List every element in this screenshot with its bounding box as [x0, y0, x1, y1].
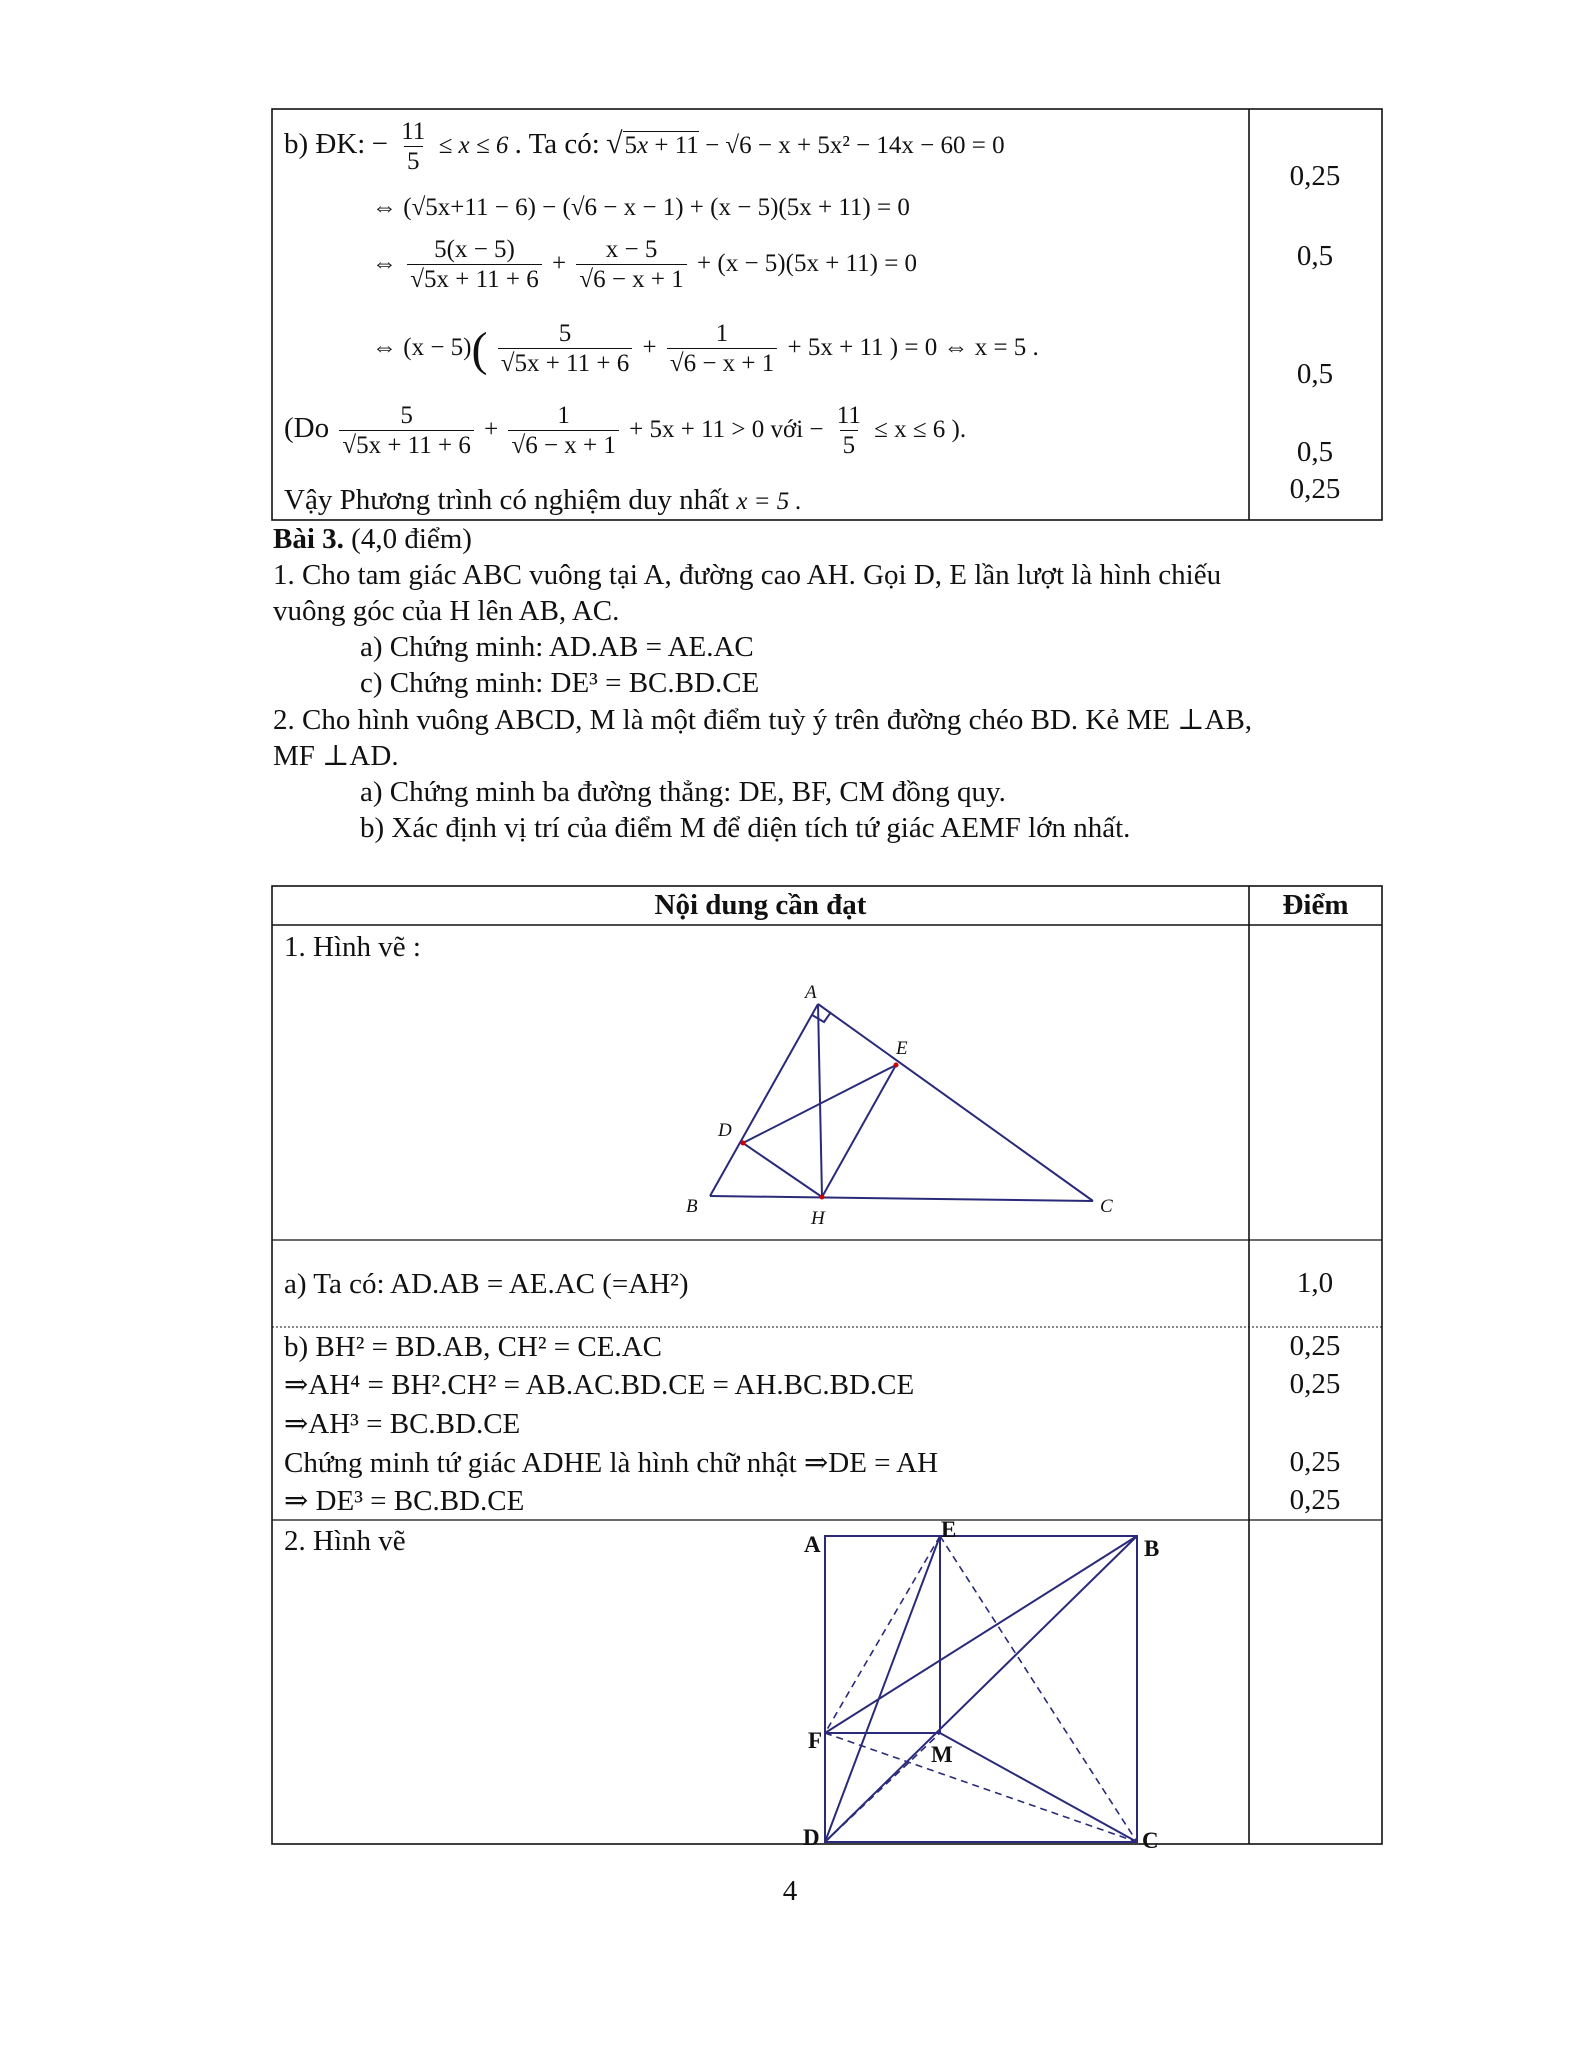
row-b-line1: b) BH² = BD.AB, CH² = CE.AC — [284, 1331, 662, 1363]
fig1-label: 1. Hình vẽ : — [284, 931, 421, 963]
row-b-score-3: 0,25 — [1289, 1446, 1341, 1478]
score-3: 0,5 — [1296, 358, 1334, 390]
score-4: 0,5 — [1296, 436, 1334, 468]
line1: b) ĐK: − $\frac{11}{5}$ ≤ x ≤ 6 . Ta có: √5x + 11 − √6 − x + 5x² − 14x − 60 = 0 — [284, 118, 1005, 175]
line2: ⇔ (√5x+11 − 6) − (√6 − x − 1) + (x − 5)(5x + 11) = 0 — [372, 194, 910, 221]
q2-line1: 2. Cho hình vuông ABCD, M là một điểm tuỳ ý trên đường chéo BD. Kẻ ME ⊥AB, — [273, 704, 1253, 736]
sq-point-c-label: C — [1142, 1828, 1159, 1853]
sq-point-e-label: E — [941, 1517, 957, 1542]
q2-a: a) Chứng minh ba đường thẳng: DE, BF, CM đồng quy. — [360, 776, 1006, 808]
dk-label: b) ĐK: — [284, 128, 366, 161]
page-number: 4 — [782, 1875, 798, 1907]
row-b-line4: Chứng minh tứ giác ADHE là hình chữ nhật ⇒DE = AH — [284, 1447, 939, 1479]
row-b-score-1: 0,25 — [1289, 1330, 1341, 1362]
row-b-line3: ⇒AH³ = BC.BD.CE — [284, 1408, 521, 1440]
point-d-label: D — [718, 1120, 732, 1141]
point-a-label: A — [805, 982, 817, 1003]
sq-point-d-label: D — [803, 1825, 820, 1850]
line6: Vậy Phương trình có nghiệm duy nhất x = 5 . — [284, 484, 802, 516]
row-a-text: a) Ta có: AD.AB = AE.AC (=AH²) — [284, 1268, 689, 1300]
q1-line1: 1. Cho tam giác ABC vuông tại A, đường cao AH. Gọi D, E lần lượt là hình chiếu — [273, 559, 1222, 591]
row-a-score: 1,0 — [1296, 1267, 1334, 1299]
q1-a: a) Chứng minh: AD.AB = AE.AC — [360, 631, 754, 663]
row-b-score-4: 0,25 — [1289, 1484, 1341, 1516]
line3: ⇔ $\frac{5(x - 5)}{√5x + 11 + 6}$ + $\frac{x - 5}{√6 - x + 1}$ + (x − 5)(5x + 11) = 0 — [372, 236, 918, 293]
point-b-label: B — [686, 1196, 698, 1217]
row-b-line2: ⇒AH⁴ = BH².CH² = AB.AC.BD.CE = AH.BC.BD.CE — [284, 1369, 915, 1401]
point-h-label: H — [811, 1208, 825, 1229]
point-e-label: E — [896, 1038, 908, 1059]
score-2: 0,5 — [1296, 240, 1334, 272]
sq-point-f-label: F — [808, 1728, 823, 1753]
q2-b: b) Xác định vị trí của điểm M để diện tích tứ giác AEMF lớn nhất. — [360, 812, 1131, 844]
row-b-line5: ⇒ DE³ = BC.BD.CE — [284, 1485, 525, 1517]
fig2-label: 2. Hình vẽ — [284, 1525, 406, 1557]
row-b-score-2: 0,25 — [1289, 1368, 1341, 1400]
q1-c: c) Chứng minh: DE³ = BC.BD.CE — [360, 667, 760, 699]
point-c-label: C — [1100, 1196, 1113, 1217]
header-score: Điểm — [1282, 889, 1349, 921]
sq-point-a-label: A — [804, 1532, 821, 1557]
score-1: 0,25 — [1289, 160, 1341, 192]
fraction: $\frac{11}{5}$ — [401, 118, 426, 175]
sq-point-m-label: M — [931, 1742, 953, 1767]
q1-line2: vuông góc của H lên AB, AC. — [273, 595, 620, 627]
line4: ⇔ (x − 5)( $\frac{5}{√5x + 11 + 6}$ + $\frac{1}{√6 - x + 1}$ + 5x + 11 ) = 0 ⇔ x = 5 . — [372, 320, 1039, 377]
q2-line2: MF ⊥AD. — [273, 740, 399, 772]
bai3-title: Bài 3. (4,0 điểm) — [273, 523, 472, 555]
score-5: 0,25 — [1289, 473, 1341, 505]
sq-point-b-label: B — [1144, 1536, 1160, 1561]
line5: (Do $\frac{5}{√5x + 11 + 6}$ + $\frac{1}{√6 - x + 1}$ + 5x + 11 > 0 với − $\frac{11}{5}$ ≤ x ≤ 6 ). — [284, 402, 967, 459]
header-content: Nội dung cần đạt — [654, 889, 867, 921]
